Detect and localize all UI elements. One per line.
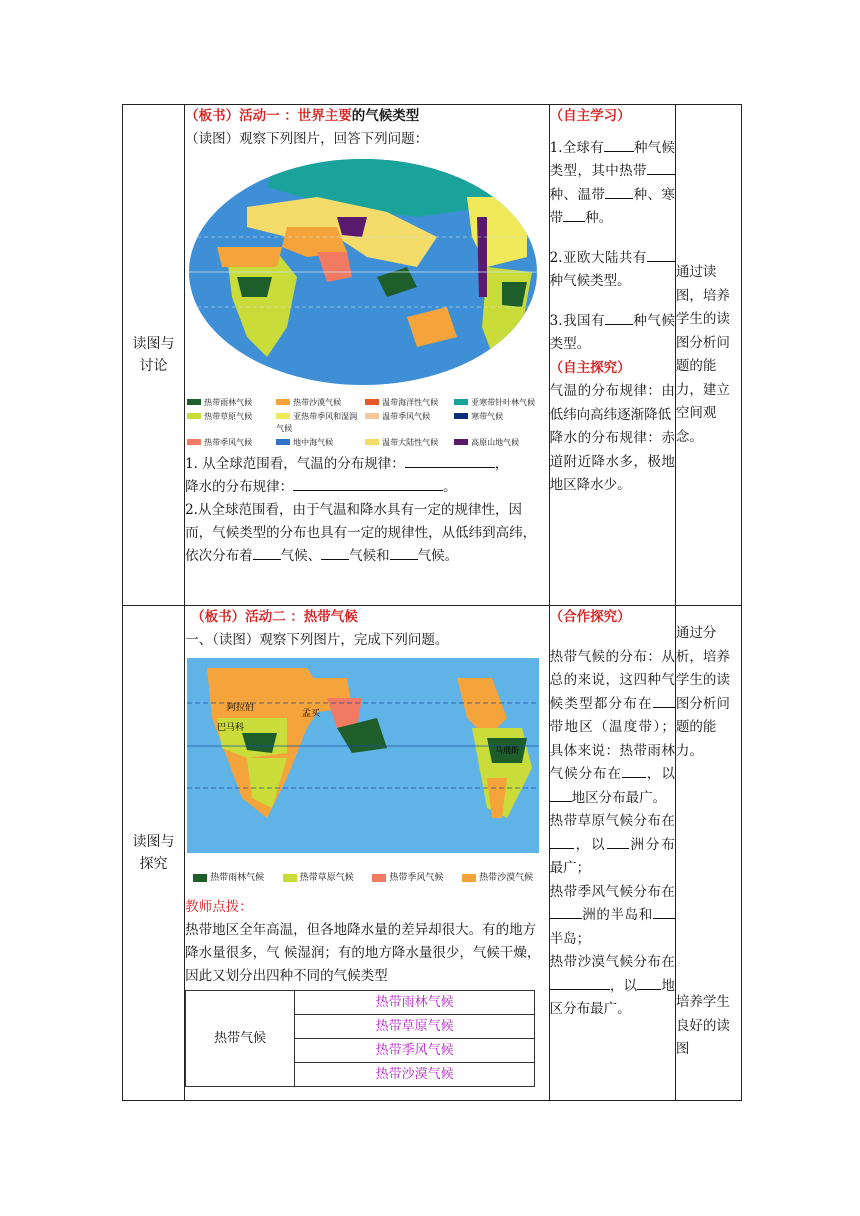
legend-item: 热带季风气候: [372, 867, 443, 890]
activity-one-notes: [549, 105, 675, 606]
legend-item: 温带大陆性气候: [365, 437, 450, 449]
table-item: 热带季风气候: [295, 1039, 535, 1063]
table-item: 热带雨林气候: [295, 991, 535, 1015]
row-label: 读图与探究: [123, 606, 185, 1101]
goal-text-1: 通过分析，培养学生的读图分析问题的能力。: [675, 625, 730, 759]
self-study-q3: 3.我国有 种气候类型。: [550, 310, 675, 357]
cooperative-heading: （合作探究）: [549, 609, 631, 625]
activity-one-instruction: （读图）观察下列图片，回答下列问题：: [185, 131, 429, 147]
temperature-rule: 气温的分布规律：由低纬向高纬逐渐降低: [549, 383, 675, 423]
activity-two-content: [185, 606, 550, 1101]
self-study-q2: 2.亚欧大陆共有种气候类型。: [550, 247, 675, 294]
legend-item: 热带雨林气候: [193, 867, 264, 890]
legend-item: 热带草原气候: [283, 867, 354, 890]
activity-two-goal: [675, 606, 741, 1101]
legend-item: 热带沙漠气候: [276, 397, 361, 409]
legend-item: 亚寒带针叶林气候: [454, 397, 539, 409]
activity-two-notes: [549, 606, 675, 1101]
legend-item: 热带雨林气候: [187, 397, 272, 409]
self-study-q1: 1.全球有 种气候类型，其中热带种、温带 种、寒带 种。: [550, 137, 675, 231]
legend-item: 热带草原气候: [187, 411, 272, 435]
legend-item: 热带沙漠气候: [462, 867, 533, 890]
map-label: 阿拉伯: [227, 703, 255, 713]
row-label: 读图与讨论: [123, 105, 185, 606]
legend-item: 温带季风气候: [365, 411, 450, 435]
question-1b: 降水的分布规律： 。: [185, 476, 549, 499]
activity-one-content: [185, 105, 550, 606]
map-label: 孟买: [302, 709, 321, 719]
tropical-climate-table: [185, 990, 535, 1087]
activity-two-title: （板书）活动二 ：热带气候: [191, 609, 358, 625]
table-group-label: 热带气候: [186, 991, 295, 1087]
activity-one-title: （板书）活动一 ：世界主要的气候类型: [185, 108, 420, 124]
activity-one-row: [123, 105, 742, 606]
map-label: 巴马科: [217, 723, 245, 733]
self-study-heading: （自主学习）: [549, 108, 631, 124]
teacher-hint-heading: 教师点拨：: [185, 899, 253, 915]
activity-two-row: [123, 606, 742, 1101]
question-2: 2.从全球范围看，由于气温和降水具有一定的规律性，因而，气候类型的分布也具有一定的规律性，从低纬到高纬，依次分布着 气候、 气候和 气候。: [185, 502, 537, 564]
table-item: 热带沙漠气候: [295, 1063, 535, 1087]
tropical-map-image: [187, 658, 539, 853]
teacher-hint-text: 热带地区全年高温，但各地降水量的差异却很大。有的地方降水量很多，气 候湿润；有的地方降水量很少，气候干燥，因此又划分出四种不同的气候类型: [185, 922, 541, 984]
legend-item: 寒带气候: [454, 411, 539, 435]
map-legend: [187, 397, 539, 449]
precipitation-rule: 降水的分布规律：赤道附近降水多，极地地区降水少。: [549, 430, 675, 493]
lesson-plan-table: [122, 104, 742, 1101]
goal-text-2: 培养学生良好的读图: [675, 994, 730, 1057]
world-map-image: [187, 157, 539, 387]
legend-item: 温带海洋性气候: [365, 397, 450, 409]
tropical-climate-map: [187, 658, 549, 892]
self-explore-heading: （自主探究）: [549, 359, 631, 376]
map-label: 马瑙斯: [495, 746, 520, 755]
legend-item: 亚热带季风和湿润气候: [276, 412, 358, 433]
cooperative-text: 热带气候的分布：从总的来说，这四种气候类型都分布在带地区（温度带）；具体来说：热带雨林气候分布在 ，以地区分布最广。 热带草原气候分布在，以 洲分布最广； 热带季风气候分布在洲的半岛和半岛； 热带沙漠气候分布在，以 地区分布最广。: [549, 648, 675, 1017]
table-item: 热带草原气候: [295, 1015, 535, 1039]
tropical-map-legend: [187, 865, 539, 892]
world-climate-map: [187, 157, 549, 449]
legend-item: 地中海气候: [276, 437, 361, 449]
legend-item: 热带季风气候: [187, 437, 272, 449]
question-1: 1. 从全球范围看，气温的分布规律： ，: [185, 453, 549, 476]
legend-item: 高原山地气候: [454, 437, 539, 449]
activity-one-goal: 通过读图，培养学生的读图分析问题的能力，建立空间观念。: [675, 105, 741, 606]
activity-two-instruction: 一、（读图）观察下列图片，完成下列问题。: [185, 632, 449, 648]
